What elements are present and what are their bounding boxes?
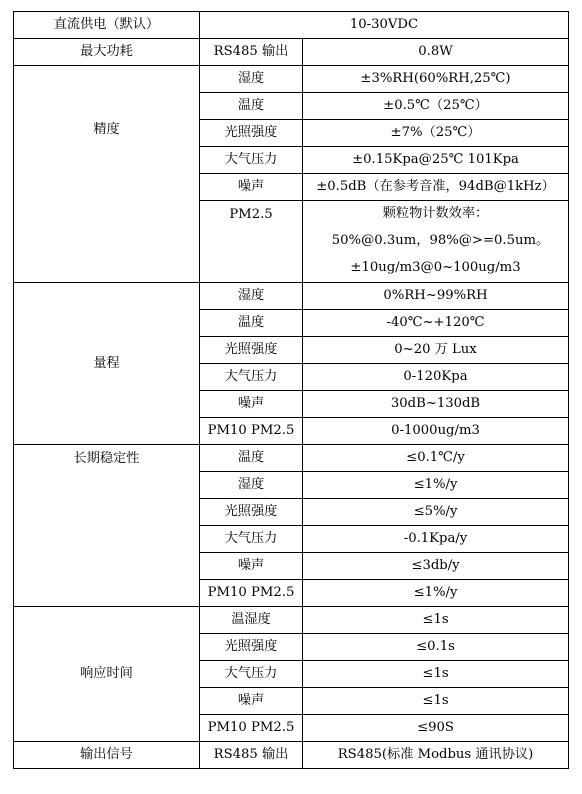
spec-value: ≤1%/y [303,580,569,607]
spec-value: RS485(标准 Modbus 通讯协议) [303,742,569,769]
spec-value [303,201,569,283]
spec-label: 直流供电（默认） [14,12,200,39]
spec-sub-label: RS485 输出 [200,39,303,66]
spec-sub-label: 湿度 [200,472,303,499]
spec-value: ±7%（25℃） [303,120,569,147]
spec-value: 30dB~130dB [303,391,569,418]
spec-value: ≤1s [303,607,569,634]
spec-value: ≤0.1s [303,634,569,661]
category-range: 量程 [14,283,200,445]
spec-sub-label: 湿度 [200,283,303,310]
table-row [14,445,569,472]
spec-value: -40℃~+120℃ [303,310,569,337]
pm25-line: ±10ug/m3@0~100ug/m3 [350,260,521,276]
spec-sub-label: 温度 [200,93,303,120]
spec-sub-label: 光照强度 [200,634,303,661]
table-row [14,742,569,769]
spec-sub-label: 噪声 [200,391,303,418]
spec-value: 0.8W [303,39,569,66]
table-row [14,607,569,634]
spec-value: -0.1Kpa/y [303,526,569,553]
pm25-line: 50%@0.3um，98%@>=0.5um。 [331,233,550,249]
spec-value: 0~20 万 Lux [303,337,569,364]
spec-sub-label: 温度 [200,310,303,337]
spec-label: 输出信号 [14,742,200,769]
spec-sub-label: PM10 PM2.5 [200,418,303,445]
spec-value: ≤5%/y [303,499,569,526]
spec-value: ±0.15Kpa@25℃ 101Kpa [303,147,569,174]
spec-table [13,11,569,769]
spec-sub-label: PM10 PM2.5 [200,580,303,607]
spec-value: ±0.5℃（25℃） [303,93,569,120]
spec-sub-label: PM10 PM2.5 [200,715,303,742]
spec-sub-label: 温湿度 [200,607,303,634]
pm25-line: 颗粒物计数效率： [382,206,489,222]
spec-sub-label: 光照强度 [200,499,303,526]
category-response: 响应时间 [14,607,200,742]
table-row [14,39,569,66]
spec-value: 10-30VDC [200,12,569,39]
spec-sub-label: 噪声 [200,688,303,715]
spec-sub-label: 大气压力 [200,526,303,553]
spec-value: ±3%RH(60%RH,25℃) [303,66,569,93]
table-row [14,66,569,93]
spec-sub-label: 噪声 [200,174,303,201]
spec-sub-label: 大气压力 [200,147,303,174]
spec-value: ≤3db/y [303,553,569,580]
spec-value: ≤1s [303,661,569,688]
table-row [14,12,569,39]
spec-value: ±0.5dB（在参考音准，94dB@1kHz） [303,174,569,201]
spec-value: 0-1000ug/m3 [303,418,569,445]
spec-sub-label: 大气压力 [200,364,303,391]
spec-value: ≤1s [303,688,569,715]
spec-sub-label: 噪声 [200,553,303,580]
spec-label: 最大功耗 [14,39,200,66]
spec-sub-label: 温度 [200,445,303,472]
spec-sub-label: 湿度 [200,66,303,93]
spec-sub-label: 大气压力 [200,661,303,688]
spec-sub-label: 光照强度 [200,120,303,147]
category-accuracy: 精度 [14,66,200,283]
spec-sub-label: PM2.5 [200,201,303,283]
spec-value: ≤1%/y [303,472,569,499]
spec-value: 0-120Kpa [303,364,569,391]
spec-sub-label: RS485 输出 [200,742,303,769]
spec-value: ≤0.1℃/y [303,445,569,472]
category-stability: 长期稳定性 [14,445,200,607]
spec-sub-label: 光照强度 [200,337,303,364]
spec-value: 0%RH~99%RH [303,283,569,310]
spec-value: ≤90S [303,715,569,742]
pm25-accuracy-lines [307,201,564,282]
table-row [14,283,569,310]
